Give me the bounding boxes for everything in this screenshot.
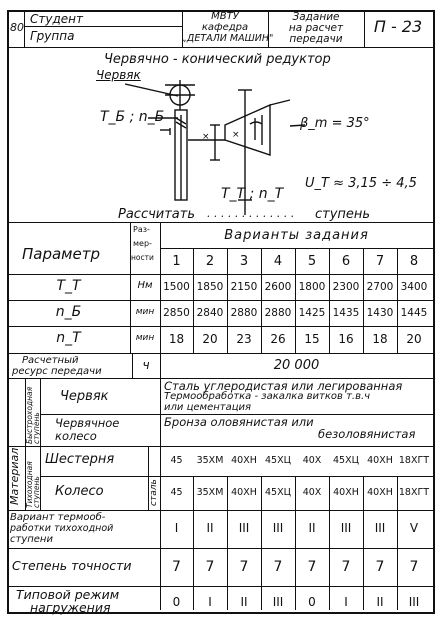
heat-treatment-variant: I — [174, 521, 179, 535]
worm-wheel-material: безоловянистая — [318, 427, 416, 441]
heat-treatment-variant: III — [238, 521, 250, 535]
param-unit: мин — [135, 333, 155, 343]
torque-value: 2700 — [366, 281, 394, 293]
fast-stage-label: Быстроходная — [25, 386, 34, 444]
sheet-number: 80 — [10, 21, 24, 34]
heat-label: Вариант термооб- — [10, 512, 106, 523]
variant-number: 2 — [205, 254, 215, 269]
table-gridline — [40, 476, 433, 477]
pinion-steel: 40ХН — [231, 455, 257, 466]
worm-wheel-label: Червячное — [55, 416, 120, 430]
worm-label: Червяк — [96, 68, 141, 82]
output-speed-value: 18 — [168, 332, 185, 346]
institute-name: МВТУ — [211, 11, 239, 22]
task-title: на расчет — [288, 22, 344, 34]
input-speed-value: 2850 — [163, 307, 190, 319]
wheel-steel: 45 — [170, 487, 183, 498]
heat-label: работки тихоходной — [10, 523, 114, 534]
table-gridline — [7, 446, 433, 447]
slow-stage-label: Тихоходная — [25, 461, 34, 508]
variants-header: Варианты задания — [224, 228, 369, 243]
task-title: Задание — [292, 11, 340, 23]
output-speed-value: 18 — [372, 332, 388, 346]
pinion-steel: 45ХЦ — [333, 455, 359, 466]
torque-value: 2300 — [332, 281, 360, 293]
variant-number: 3 — [239, 254, 249, 269]
wheel-steel: 40ХН — [367, 487, 393, 498]
pinion-steel: 45ХЦ — [265, 455, 291, 466]
wheel-steel: 40ХН — [333, 487, 359, 498]
output-speed-value: 16 — [338, 332, 354, 346]
input-speed-value: 2840 — [196, 307, 224, 319]
worm-heat-treatment: Термообработка - закалка витков т.в.ч — [164, 391, 371, 402]
torque-value: 2150 — [230, 281, 258, 293]
torque-value: 3400 — [400, 281, 428, 293]
dim-header: мер- — [133, 239, 152, 248]
input-speed-value: 2880 — [264, 307, 292, 319]
fast-stage-label: ступень — [32, 412, 41, 444]
accuracy-grade: 7 — [239, 559, 249, 575]
output-speed-value: 20 — [202, 332, 218, 346]
load-mode: I — [208, 595, 212, 609]
accuracy-grade: 7 — [307, 559, 317, 575]
accuracy-grade: 7 — [273, 559, 283, 575]
calc-dots: . . . . . . . . . . . . . — [207, 207, 295, 220]
diagram-title: Червячно - конический редуктор — [104, 52, 331, 67]
wheel-steel: 45ХЦ — [265, 487, 291, 498]
heat-treatment-variant: II — [206, 521, 214, 535]
input-torque-label: T_Б ; n_Б — [100, 109, 165, 125]
accuracy-grade: 7 — [172, 559, 181, 575]
pinion-steel: 40Х — [302, 455, 322, 466]
gear-ratio-label: U_T ≈ 3,15 ÷ 4,5 — [305, 176, 417, 191]
load-label: нагружения — [30, 600, 111, 615]
variant-number: 5 — [307, 254, 317, 269]
svg-text:×: × — [202, 132, 210, 142]
param-header: Параметр — [22, 245, 100, 263]
table-gridline — [7, 300, 433, 301]
load-mode: II — [376, 595, 384, 609]
group-label: Группа — [30, 29, 75, 43]
load-mode: II — [240, 595, 248, 609]
heat-treatment-variant: III — [272, 521, 284, 535]
load-label: Типовой режим — [16, 587, 120, 602]
input-speed-value: 2880 — [230, 307, 258, 319]
worm-row-label: Червяк — [60, 389, 109, 404]
heat-treatment-variant: III — [374, 521, 386, 535]
variant-number: 8 — [409, 254, 419, 269]
input-speed-value: 1445 — [400, 307, 428, 319]
slow-stage-label: ступень — [32, 476, 41, 508]
table-gridline — [160, 248, 433, 249]
worm-heat-treatment: или цементация — [164, 402, 252, 413]
table-gridline — [7, 326, 433, 327]
heat-label: ступени — [10, 534, 53, 545]
task-title: передачи — [289, 33, 343, 45]
pinion-steel: 18ХГТ — [398, 455, 430, 466]
param-unit: Нм — [137, 280, 153, 291]
load-mode: III — [408, 595, 420, 609]
accuracy-grade: 7 — [341, 559, 351, 575]
accuracy-grade: 7 — [409, 559, 419, 575]
resource-value: 20 000 — [273, 358, 320, 373]
task-code: П - 23 — [373, 17, 423, 36]
resource-label: Расчетный — [22, 355, 79, 366]
param-name: T_T — [56, 278, 81, 294]
wheel-steel: 40ХН — [231, 487, 257, 498]
input-speed-value: 1430 — [366, 307, 394, 319]
table-gridline — [7, 274, 433, 275]
table-gridline — [7, 353, 433, 354]
variant-number: 6 — [341, 254, 351, 269]
torque-value: 1850 — [196, 281, 224, 293]
load-mode: 0 — [172, 595, 181, 609]
pinion-steel: 35ХМ — [196, 455, 224, 466]
helix-angle-label: β_m = 35° — [300, 116, 370, 131]
pinion-steel: 40ХН — [367, 455, 393, 466]
accuracy-label: Степень точности — [12, 558, 132, 573]
department-label: кафедра — [201, 22, 249, 33]
table-gridline — [160, 222, 161, 610]
output-torque-label: T_T ; n_T — [221, 186, 284, 202]
heat-treatment-variant: III — [340, 521, 352, 535]
worm-material: Сталь углеродистая или легированная — [164, 379, 403, 393]
variant-number: 4 — [273, 254, 283, 269]
student-label: Студент — [30, 12, 83, 26]
input-speed-value: 1425 — [298, 307, 326, 319]
dim-header: ности — [131, 253, 154, 262]
gear-wheel-label: Колесо — [55, 484, 104, 499]
load-mode: I — [344, 595, 348, 609]
table-gridline — [7, 510, 433, 511]
output-speed-value: 20 — [406, 332, 422, 346]
torque-value: 1500 — [163, 281, 190, 293]
worm-wheel-label: колесо — [55, 429, 97, 443]
output-speed-value: 15 — [304, 332, 320, 346]
wheel-steel: 40Х — [302, 487, 322, 498]
heat-treatment-variant: V — [409, 521, 419, 535]
param-name: n_T — [56, 330, 81, 346]
wheel-steel: 35ХМ — [196, 487, 224, 498]
pinion-label: Шестерня — [45, 452, 115, 467]
heat-treatment-variant: II — [308, 521, 316, 535]
variant-number: 7 — [375, 254, 385, 269]
accuracy-grade: 7 — [375, 559, 385, 575]
output-speed-value: 23 — [236, 332, 252, 346]
calc-stage: ступень — [315, 207, 371, 222]
torque-value: 1800 — [298, 281, 326, 293]
section-divider — [7, 222, 433, 223]
torque-value: 2600 — [264, 281, 292, 293]
calc-label: Рассчитать — [118, 207, 196, 222]
material-label: Материал — [8, 447, 21, 505]
accuracy-grade: 7 — [205, 559, 215, 575]
resource-unit: ч — [142, 358, 150, 372]
department-name: „ДЕТАЛИ МАШИН" — [182, 33, 274, 44]
svg-text:×: × — [232, 130, 240, 140]
resource-label: ресурс передачи — [12, 366, 102, 377]
pinion-steel: 45 — [170, 455, 183, 466]
wheel-steel: 18ХГТ — [398, 487, 430, 498]
param-name: n_Б — [55, 304, 82, 320]
table-gridline — [7, 548, 433, 549]
input-speed-value: 1435 — [332, 307, 360, 319]
dim-header: Раз- — [133, 225, 150, 234]
steel-label: сталь — [149, 479, 159, 506]
output-speed-value: 26 — [270, 332, 286, 346]
load-mode: III — [272, 595, 284, 609]
load-mode: 0 — [308, 595, 316, 609]
worm-wheel-material: Бронза оловянистая или — [164, 415, 314, 429]
param-unit: мин — [135, 307, 155, 317]
variant-number: 1 — [172, 254, 181, 269]
